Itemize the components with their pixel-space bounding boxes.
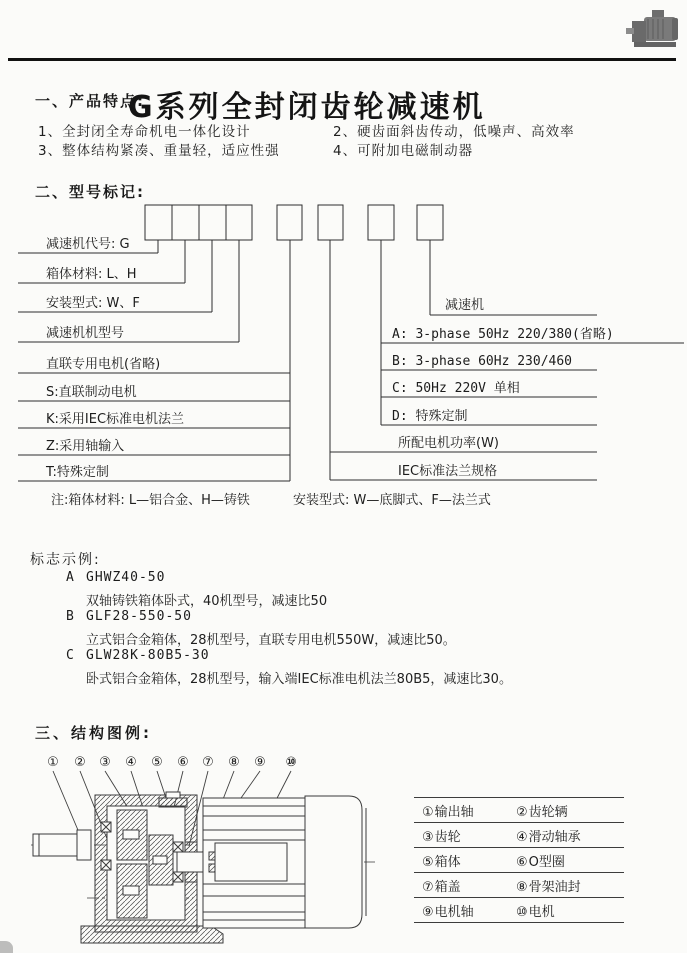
part-name: 输出轴	[434, 804, 474, 820]
motor-section	[203, 796, 366, 928]
parts-table	[414, 797, 624, 923]
part-name: O型圈	[528, 854, 565, 870]
feature-item-2: 2、硬齿面斜齿传动，低噪声、高效率	[333, 124, 575, 140]
part-number: ⑧	[516, 879, 528, 895]
part-name: 电机	[528, 904, 555, 920]
example-desc-b: 立式铝合金箱体，28机型号，直联专用电机550W，减速比50。	[86, 633, 456, 648]
label-motor-power: 所配电机功率(W)	[398, 436, 499, 451]
part-number: ④	[516, 829, 528, 845]
part-name: 齿轮	[434, 829, 461, 845]
page-title: G系列全封闭齿轮减速机	[128, 90, 486, 126]
structure-cross-section-drawing	[25, 746, 425, 953]
section-heading-model: 二、型号标记:	[35, 183, 145, 201]
callout-7: ⑦	[202, 755, 214, 770]
parts-row-2	[414, 822, 624, 847]
section-heading-structure: 三、结构图例:	[35, 724, 152, 742]
model-code-diagram	[0, 195, 687, 495]
part-number: ②	[516, 804, 528, 820]
parts-row-3	[414, 847, 624, 872]
parts-row-5	[414, 897, 624, 922]
drawing-callouts	[47, 755, 296, 770]
label-suffix-t: T:特殊定制	[46, 465, 109, 480]
example-code-c: GLW28K-80B5-30	[86, 648, 210, 663]
label-suffix-s: S:直联制动电机	[46, 385, 137, 400]
label-voltage-b: B: 3-phase 60Hz 230/460	[392, 354, 573, 369]
callout-5: ⑤	[151, 755, 163, 770]
scan-smudge	[0, 941, 13, 953]
example-code-a: GHWZ40-50	[86, 570, 166, 585]
callout-1: ①	[47, 755, 59, 770]
label-reducer-code: 减速机代号: G	[46, 237, 130, 252]
callout-3: ③	[99, 755, 111, 770]
label-reducer: 减速机	[445, 298, 485, 313]
part-number: ⑤	[422, 854, 434, 870]
parts-row-4	[414, 872, 624, 897]
part-name: 滑动轴承	[528, 829, 581, 845]
example-code-b: GLF28-550-50	[86, 609, 192, 624]
example-desc-a: 双轴铸铁箱体卧式，40机型号，减速比50	[86, 594, 328, 609]
part-name: 骨架油封	[528, 879, 581, 895]
examples-heading: 标志示例:	[30, 552, 101, 568]
part-number: ⑦	[422, 879, 434, 895]
label-mounting-type: 安装型式: W、F	[46, 296, 140, 311]
callout-6: ⑥	[177, 755, 189, 770]
part-number: ⑥	[516, 854, 528, 870]
model-note-mounting: 安装型式: W—底脚式、F—法兰式	[293, 493, 491, 508]
feature-item-1: 1、全封闭全寿命机电一体化设计	[38, 124, 251, 140]
section-heading-features: 一、产品特点:	[35, 92, 145, 110]
model-code-boxes	[145, 205, 443, 240]
part-name: 齿轮辆	[528, 804, 568, 820]
example-desc-c: 卧式铝合金箱体，28机型号，输入端IEC标准电机法兰80B5，减速比30。	[86, 672, 512, 687]
callout-2: ②	[74, 755, 86, 770]
part-name: 箱盖	[434, 879, 461, 895]
callout-8: ⑧	[228, 755, 240, 770]
callout-4: ④	[125, 755, 137, 770]
parts-row-1	[414, 797, 624, 822]
label-suffix-z: Z:采用轴输入	[46, 439, 125, 454]
example-key-a: A	[66, 570, 74, 585]
part-name: 箱体	[434, 854, 461, 870]
part-number: ⑨	[422, 904, 434, 920]
label-iec-flange: IEC标准法兰规格	[398, 464, 498, 479]
label-voltage-d: D: 特殊定制	[392, 409, 468, 424]
feature-item-4: 4、可附加电磁制动器	[333, 143, 474, 159]
label-housing-material: 箱体材料: L、H	[46, 267, 137, 282]
callout-10: ⑩	[285, 755, 297, 770]
label-frame-size: 减速机机型号	[46, 326, 125, 341]
label-voltage-c: C: 50Hz 220V 单相	[392, 381, 520, 396]
model-code-left-labels	[45, 236, 184, 480]
callout-9: ⑨	[254, 755, 266, 770]
header-rule	[8, 58, 676, 61]
part-number: ③	[422, 829, 434, 845]
product-photo-gearmotor	[626, 6, 682, 56]
label-voltage-a: A: 3-phase 50Hz 220/380(省略)	[392, 327, 614, 342]
part-number: ①	[422, 804, 434, 820]
part-number: ⑩	[516, 904, 528, 920]
model-note-material: 注:箱体材料: L—铝合金、H—铸铁	[51, 493, 250, 508]
feature-item-3: 3、整体结构紧凑、重量轻，适应性强	[38, 143, 280, 159]
label-suffix-k: K:采用IEC标准电机法兰	[46, 412, 185, 427]
example-key-b: B	[66, 609, 74, 624]
label-direct-motor: 直联专用电机(省略)	[46, 357, 161, 372]
part-name: 电机轴	[434, 904, 474, 920]
example-key-c: C	[66, 648, 74, 663]
